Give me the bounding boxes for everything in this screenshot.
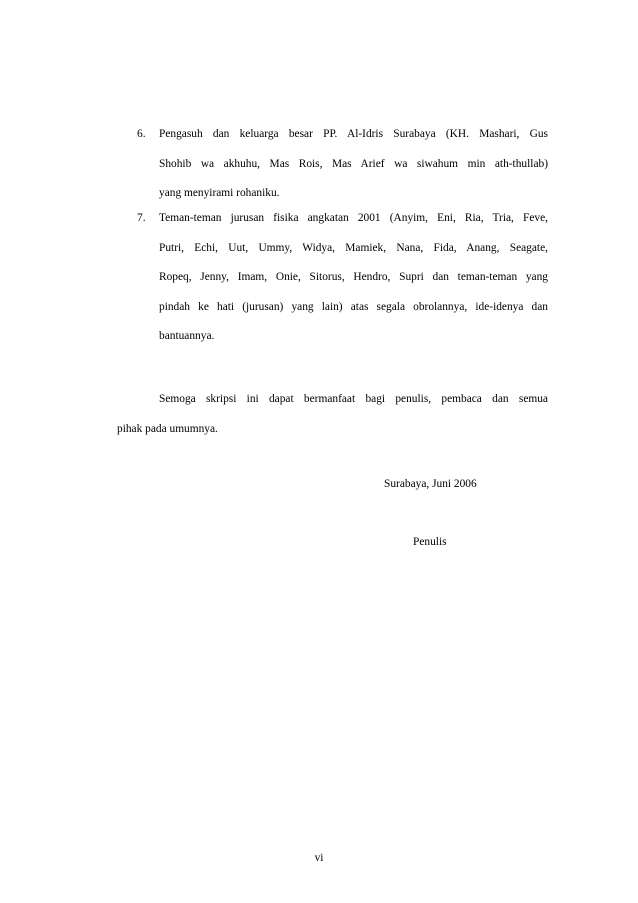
text-line: Putri, Echi, Uut, Ummy, Widya, Mamiek, Nana, Fida, Anang, Seagate, xyxy=(159,241,548,254)
text-line: bantuannya. xyxy=(159,330,215,343)
closing-paragraph xyxy=(117,385,548,444)
list-item-7 xyxy=(137,204,548,352)
text-line: pindah ke hati (jurusan) yang lain) atas segala obrolannya, ide-idenya dan xyxy=(159,300,548,313)
list-number: 7. xyxy=(137,212,146,224)
text-line: Pengasuh dan keluarga besar PP. Al-Idris Surabaya (KH. Mashari, Gus xyxy=(159,128,548,140)
text-line: pihak pada umumnya. xyxy=(117,422,218,435)
list-item-6 xyxy=(137,120,548,209)
text-line: Ropeq, Jenny, Imam, Onie, Sitorus, Hendro, Supri dan teman-teman yang xyxy=(159,271,548,284)
list-item-text xyxy=(159,204,548,352)
text-line: yang menyirami rohaniku. xyxy=(159,187,280,200)
place-date: Surabaya, Juni 2006 xyxy=(384,478,477,490)
page-number: vi xyxy=(314,852,324,864)
text-line: Teman-teman jurusan fisika angkatan 2001 (Anyim, Eni, Ria, Tria, Feve, xyxy=(159,212,548,224)
text-line: Semoga skripsi ini dapat bermanfaat bagi penulis, pembaca dan semua xyxy=(159,393,548,405)
signature-author: Penulis xyxy=(413,536,447,548)
text-line: Shohib wa akhuhu, Mas Rois, Mas Arief wa siwahum min ath-thullab) xyxy=(159,157,548,170)
list-item-text xyxy=(159,120,548,209)
list-number: 6. xyxy=(137,128,146,140)
